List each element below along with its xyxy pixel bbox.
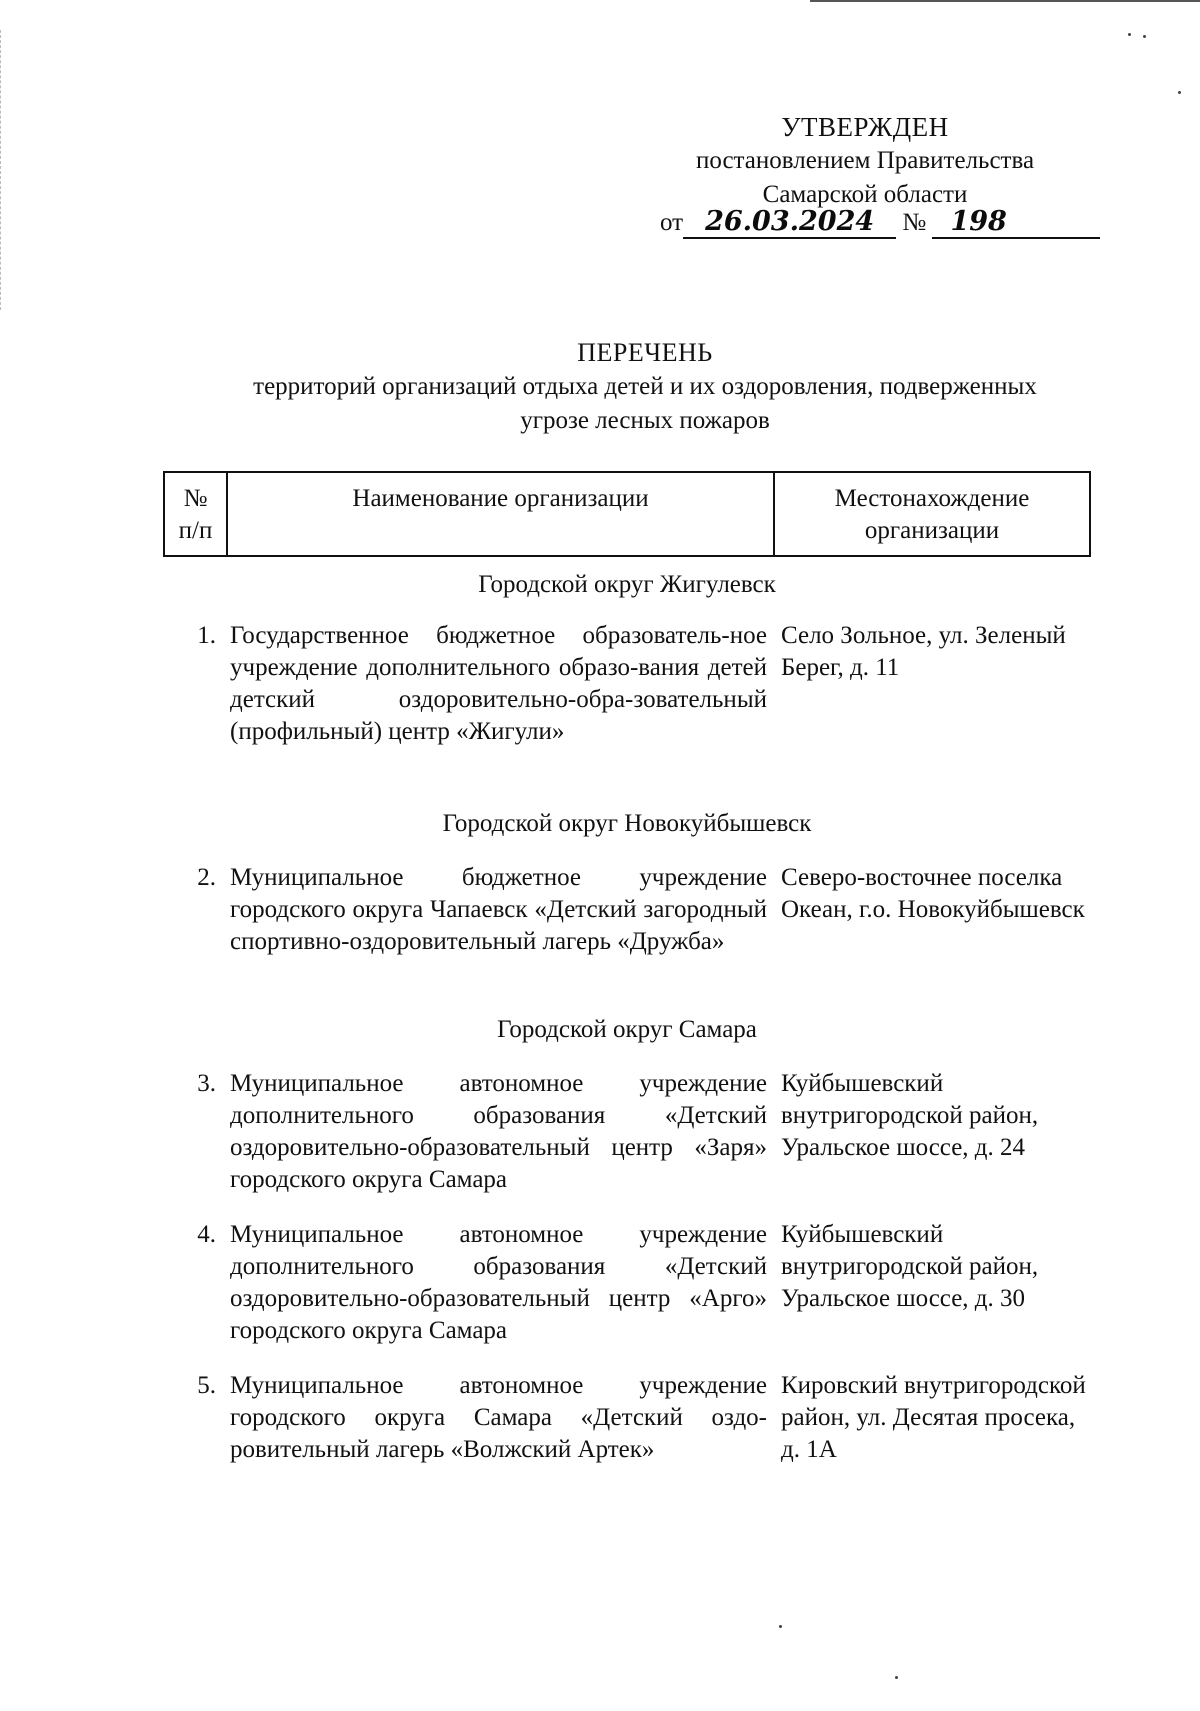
- scan-border-line: [810, 0, 1200, 2]
- document-title: ПЕРЕЧЕНЬ: [577, 338, 713, 367]
- header-number-text: № п/п: [178, 485, 213, 544]
- header-organization-name: Наименование организации: [228, 473, 775, 555]
- row-organization-name: Муниципальное автономное учреждение городского округа Самара «Детский оздо-ровительный лагерь «Волжский Артек»: [230, 1372, 767, 1463]
- handwritten-number: 198: [932, 206, 1100, 239]
- row-location: Куйбышевский внутригородской район, Уральское шоссе, д. 24: [781, 1070, 1039, 1161]
- table-row: [163, 1370, 1091, 1466]
- handwritten-date: 26.03.2024: [683, 206, 896, 239]
- section-title: Городской округ Жигулевск: [478, 571, 776, 598]
- row-number: 1.: [197, 622, 216, 649]
- row-number: 3.: [197, 1070, 216, 1097]
- row-number: 5.: [197, 1372, 216, 1399]
- row-organization-name: Муниципальное автономное учреждение дополнительного образования «Детский оздоровительно-образовательный центр «Арго» городского округа Самара: [230, 1221, 767, 1344]
- approval-title: УТВЕРЖДЕН: [781, 112, 949, 142]
- row-location: Село Зольное, ул. Зеленый Берег, д. 11: [781, 622, 1066, 681]
- scan-speck: [779, 1625, 782, 1628]
- row-number: 2.: [197, 864, 216, 891]
- approval-block: [640, 110, 1090, 212]
- row-organization-name: Государственное бюджетное образователь-ное учреждение дополнительного образо-вания детей детский оздоровительно-обра-зовательный (профильный) центр «Жигули»: [230, 622, 767, 745]
- table-header: [163, 471, 1091, 557]
- header-number: [165, 473, 228, 555]
- approval-line-1: постановлением Правительства: [695, 147, 1035, 174]
- table-row: [163, 1219, 1091, 1347]
- row-location: Северо-восточнее поселка Океан, г.о. Новокуйбышевск: [781, 864, 1085, 923]
- date-prefix: от: [660, 209, 684, 236]
- scan-speck: [1143, 35, 1146, 38]
- document-subtitle-line-2: угрозе лесных пожаров: [520, 407, 770, 434]
- number-sign: №: [902, 209, 927, 236]
- scan-speck: [895, 1676, 898, 1679]
- row-location: Куйбышевский внутригородской район, Уральское шоссе, д. 30: [781, 1221, 1039, 1312]
- approval-date-row: [660, 206, 1100, 239]
- scan-speck: [1128, 33, 1131, 36]
- table-row: [163, 862, 1091, 958]
- table-row: [163, 620, 1091, 748]
- document-heading: [150, 336, 1140, 438]
- header-location-text: Местонахождение организации: [834, 485, 1030, 544]
- scan-edge-marks: [0, 30, 3, 310]
- document-subtitle-line-1: территорий организаций отдыха детей и их оздоровления, подверженных: [253, 373, 1037, 400]
- row-number: 4.: [197, 1221, 216, 1248]
- row-organization-name: Муниципальное автономное учреждение дополнительного образования «Детский оздоровительно-образовательный центр «Заря» городского округа Самара: [230, 1070, 767, 1193]
- table-row: [163, 1068, 1091, 1196]
- row-location: Кировский внутригородской район, ул. Десятая просека, д. 1А: [781, 1372, 1086, 1463]
- section-title: Городской округ Самара: [497, 1016, 757, 1043]
- header-location: [775, 473, 1089, 555]
- section-title: Городской округ Новокуйбышевск: [442, 810, 812, 837]
- approval-line-2: Самарской области: [762, 181, 968, 208]
- scan-speck: [1178, 91, 1181, 94]
- row-organization-name: Муниципальное бюджетное учреждение городского округа Чапаевск «Детский загородный спортивно-оздоровительный лагерь «Дружба»: [230, 864, 767, 955]
